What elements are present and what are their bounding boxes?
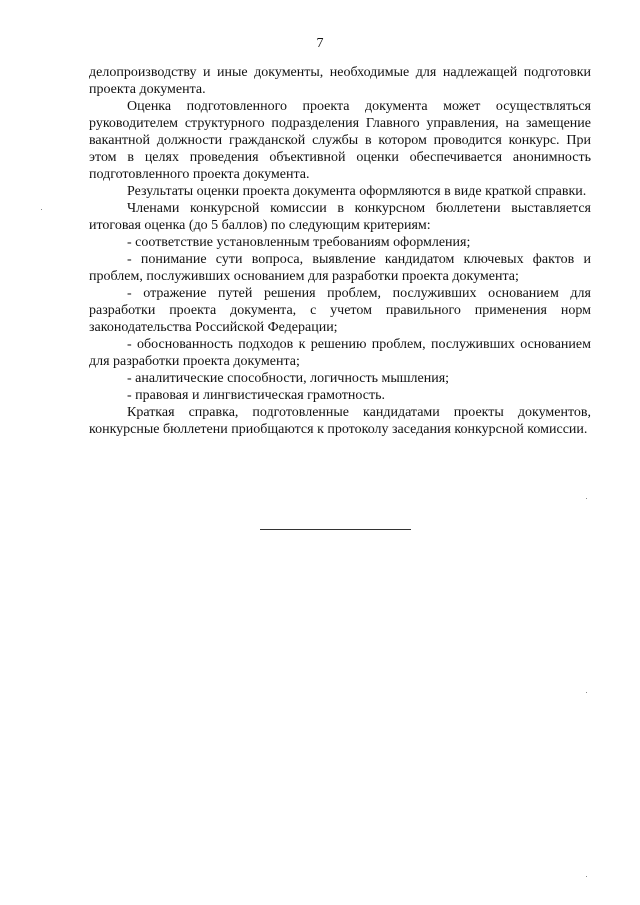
paragraph-criteria-intro: Членами конкурсной комиссии в конкурсном бюллетени выставляется итоговая оценка (до 5 баллов) по следующим критериям:: [89, 201, 591, 233]
paragraph-closing: Краткая справка, подготовленные кандидатами проекты документов, конкурсные бюллетени приобщаются к протоколу заседания конкурсной комиссии.: [89, 405, 591, 437]
scan-speck: [41, 209, 42, 210]
paragraph-results: Результаты оценки проекта документа оформляются в виде краткой справки.: [127, 184, 587, 199]
paragraph-evaluation: Оценка подготовленного проекта документа может осуществляться руководителем структурного подразделения Главного управления, на замещение вакантной должности гражданской службы в котором проводится конкурс. При этом в целях проведения объективной оценки обеспечивается анонимность подготовленного проекта документа.: [89, 99, 591, 182]
scan-speck: [586, 876, 587, 877]
criteria-item-solutions: - отражение путей решения проблем, послуживших основанием для разработки проекта документа, с учетом правильного применения норм законодательства Российской Федерации;: [89, 286, 591, 335]
criteria-item-understanding: - понимание сути вопроса, выявление кандидатом ключевых фактов и проблем, послуживших основанием для разработки проекта документа;: [89, 252, 591, 284]
end-separator-line: [260, 529, 411, 530]
scan-speck: [586, 498, 587, 499]
criteria-item-literacy: - правовая и лингвистическая грамотность.: [127, 388, 385, 403]
scan-speck: [586, 692, 587, 693]
page-number: 7: [316, 36, 324, 51]
criteria-item-analytics: - аналитические способности, логичность мышления;: [127, 371, 450, 386]
document-body: [89, 64, 591, 438]
criteria-item-formatting: - соответствие установленным требованиям оформления;: [127, 235, 471, 250]
paragraph-continuation: делопроизводству и иные документы, необходимые для надлежащей подготовки проекта документа.: [89, 65, 591, 97]
criteria-item-approaches: - обоснованность подходов к решению проблем, послуживших основанием для разработки проекта документа;: [89, 337, 591, 369]
